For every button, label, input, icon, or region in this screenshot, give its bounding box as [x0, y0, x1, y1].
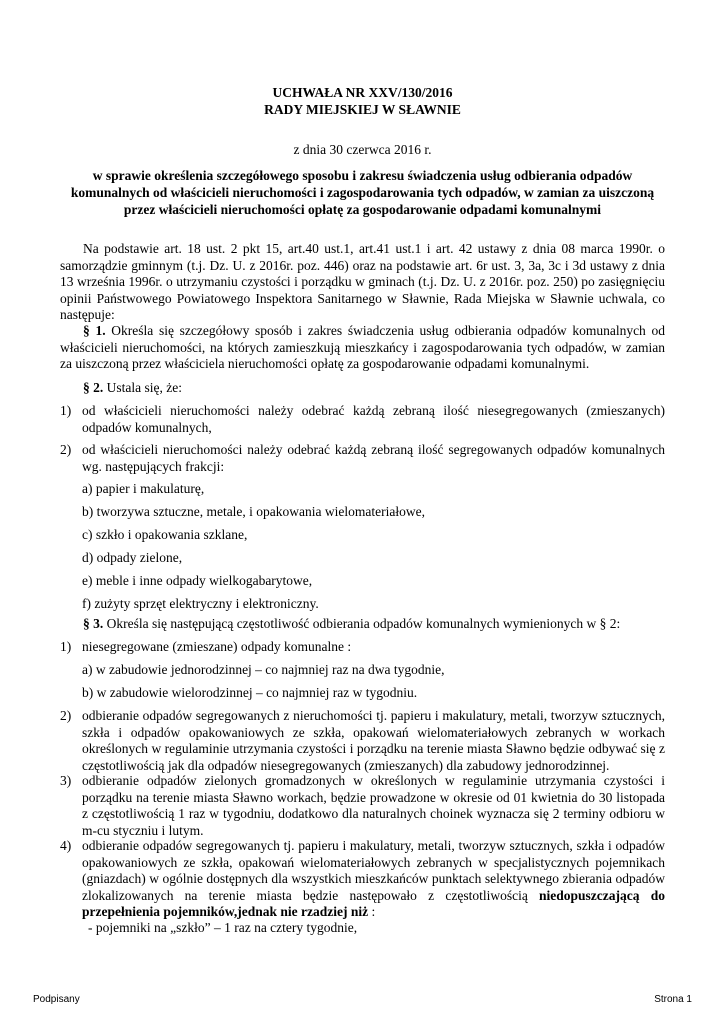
list-text: odbieranie odpadów segregowanych z nieruchomości tj. papieru i makulatury, metali, tworzyw sztucznych, szkła i odpadów opakowaniowych ze szkła, opakowań wielomateriałowych zebranych w workach określonych w regulaminie utrzymania czystości i porządku na terenie miasta Sławno będzie odbywać się z częstotliwością jak dla odpadów niesegregowanych (zmieszanych) dla zabudowy jednorodzinnej. — [82, 708, 665, 773]
fraction-item: c) szkło i opakowania szklane, — [82, 527, 248, 542]
list-text: od właścicieli nieruchomości należy odebrać każdą zebraną ilość niesegregowanych (zmieszanych) odpadów komunalnych, — [82, 403, 665, 435]
footer-page-number: Strona 1 — [654, 994, 692, 1005]
list-text — [82, 838, 665, 921]
resolution-title — [60, 84, 665, 118]
fraction-item: e) meble i inne odpady wielkogabarytowe, — [82, 573, 313, 588]
resolution-date: z dnia 30 czerwca 2016 r. — [293, 142, 432, 157]
paragraph-1 — [60, 323, 665, 373]
bullet-item: - pojemniki na „szkło” – 1 raz na cztery tygodnie, — [88, 920, 358, 935]
list-number: 3) — [60, 773, 72, 788]
fraction-item: f) zużyty sprzęt elektryczny i elektroniczny. — [82, 596, 319, 611]
list-text: odbieranie odpadów zielonych gromadzonych w określonych w regulaminie utrzymania czystości i porządku na terenie miasta Sławno workach, będzie prowadzone w okresie od 01 kwietnia do 30 listopada z częstotliwością 1 raz w tygodniu, dodatkowo dla naturalnych choinek wyznacza się 2 terminy odbioru w m-cu styczniu i lutym. — [82, 773, 665, 838]
section-text: Ustala się, że: — [103, 380, 182, 395]
paragraph-3-intro — [60, 616, 665, 633]
resolution-number: UCHWAŁA NR XXV/130/2016 — [272, 85, 453, 100]
list-number: 1) — [60, 639, 72, 654]
fraction-item: b) tworzywa sztuczne, metale, i opakowania wielomateriałowe, — [82, 504, 425, 519]
fraction-item: d) odpady zielone, — [82, 550, 183, 565]
section-label: § 2. — [83, 380, 104, 395]
preamble: Na podstawie art. 18 ust. 2 pkt 15, art.40 ust.1, art.41 ust.1 i art. 42 ustawy z dnia 08 marca 1990r. o samorządzie gminnym (t.j. Dz. U. z 2016r. poz. 446) oraz na podstawie art. 6r ust. 3, 3a, 3c i 3d ustawy z dnia 13 września 1996r. o utrzymaniu czystości i porządku w gminach (t.j. Dz. U. z 2016r. poz. 250) po zasięgnięciu opinii Państwowego Powiatowego Inspektora Sanitarnego w Sławnie, Rada Miejska w Sławnie uchwala, co następuje: — [60, 241, 665, 322]
list-text-bold: niedopuszczającą do przepełnienia pojemników,jednak nie rzadziej niż — [82, 887, 665, 919]
sub-item: b) w zabudowie wielorodzinnej – co najmniej raz w tygodniu. — [82, 685, 418, 700]
resolution-subject: w sprawie określenia szczegółowego sposobu i zakresu świadczenia usług odbierania odpadów komunalnych od właścicieli nieruchomości i zagospodarowania tych odpadów, w zamian za uiszczoną przez właścicieli nieruchomości opłatę za gospodarowanie odpadami komunalnymi — [70, 168, 655, 217]
sub-item: a) w zabudowie jednorodzinnej – co najmniej raz na dwa tygodnie, — [82, 662, 445, 677]
footer-signed: Podpisany — [33, 994, 80, 1005]
list-text: niesegregowane (zmieszane) odpady komunalne : — [82, 639, 352, 654]
paragraph-2-intro — [60, 380, 665, 397]
list-text-tail: : — [368, 904, 376, 919]
section-text: Określa się szczegółowy sposób i zakres świadczenia usług odbierania odpadów komunalnych od właścicieli nieruchomości, na których zamieszkują mieszkańcy i zagospodarowania tych odpadów, w zamian za uiszczoną przez właściciela nieruchomości opłatę za gospodarowanie odpadami komunalnymi. — [60, 323, 666, 371]
section-text: Określa się następującą częstotliwość odbierania odpadów komunalnych wymienionych w § 2: — [103, 616, 621, 631]
list-number: 2) — [60, 442, 72, 457]
list-text-regular: odbieranie odpadów segregowanych tj. papieru i makulatury, metali, tworzyw sztucznych, szkła i odpadów opakowaniowych ze szkła, opakowań wielomateriałowych zebranych w specjalistycznych pojemnikach (gniazdach) w ogólnie dostępnych dla wszystkich mieszkańców punktach selektywnego zbierania odpadów zlokalizowanych na terenie miasta będzie następowało z częstotliwością — [82, 838, 665, 903]
council-name: RADY MIEJSKIEJ W SŁAWNIE — [264, 102, 461, 117]
fraction-item: a) papier i makulaturę, — [82, 481, 205, 496]
section-label: § 3. — [83, 616, 104, 631]
list-number: 2) — [60, 708, 72, 723]
list-number: 4) — [60, 838, 72, 853]
section-label: § 1. — [83, 323, 106, 338]
list-number: 1) — [60, 403, 72, 418]
list-text: od właścicieli nieruchomości należy odebrać każdą zebraną ilość segregowanych odpadów komunalnych wg. następujących frakcji: — [82, 442, 665, 474]
